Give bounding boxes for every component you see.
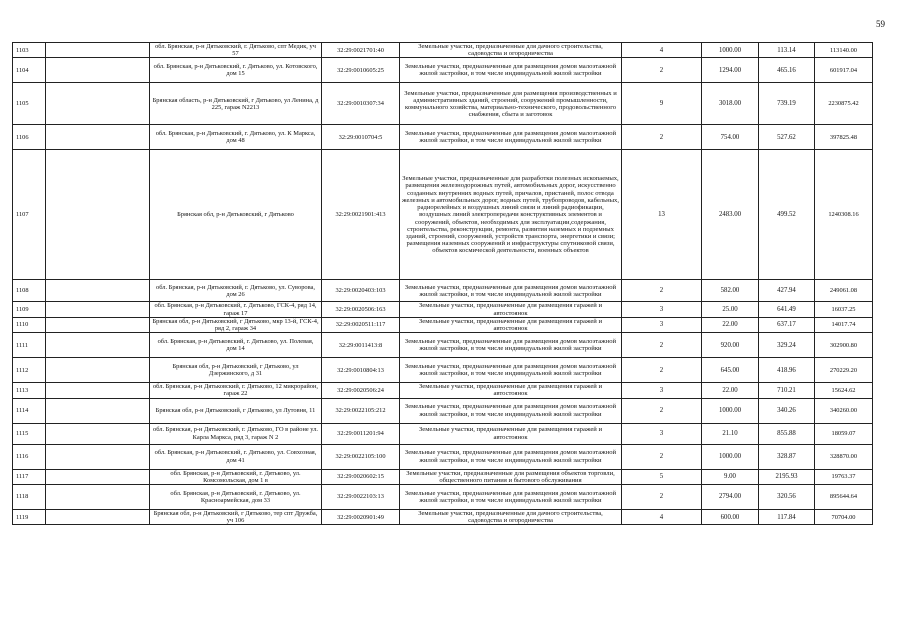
specific-value-cell: 739.19 [759,83,815,125]
cadastral-value-cell: 895644.64 [815,485,873,510]
group-cell: 3 [622,383,702,398]
group-cell: 2 [622,280,702,302]
group-cell: 3 [622,317,702,332]
group-cell: 2 [622,333,702,358]
specific-value-cell: 117.84 [759,510,815,525]
area-cell: 2794.00 [702,485,759,510]
table-row [13,423,873,444]
specific-value-cell: 328.87 [759,444,815,469]
area-cell: 2483.00 [702,150,759,280]
row-number: 1119 [13,510,46,525]
spacer-cell [46,358,150,383]
area-cell: 600.00 [702,510,759,525]
land-use-cell: Земельные участки, предназначенные для дачного строительства, садоводства и огородничества [400,43,622,58]
land-use-cell: Земельные участки, предназначенные для размещения домов малоэтажной жилой застройки, в том числе индивидуальной жилой застройки [400,444,622,469]
specific-value-cell: 418.96 [759,358,815,383]
group-cell: 3 [622,302,702,317]
land-use-cell: Земельные участки, предназначенные для размещения домов малоэтажной жилой застройки, в том числе индивидуальной жилой застройки [400,398,622,423]
table-row [13,125,873,150]
cadastral-value-cell: 113140.00 [815,43,873,58]
cadastral-value-cell: 18059.07 [815,423,873,444]
spacer-cell [46,58,150,83]
specific-value-cell: 465.16 [759,58,815,83]
cadastral-number-cell: 32:29:0022105:100 [322,444,400,469]
specific-value-cell: 499.52 [759,150,815,280]
land-use-cell: Земельные участки, предназначенные для размещения гаражей и автостоянок [400,423,622,444]
row-number: 1109 [13,302,46,317]
area-cell: 582.00 [702,280,759,302]
page-number: 59 [876,19,885,29]
address-cell: обл. Брянская, р-н Дятьковский, г. Дятьково, ул. Котовского, дом 15 [150,58,322,83]
spacer-cell [46,383,150,398]
address-cell: Брянская обл, р-н Дятьковский, г Дятьково [150,150,322,280]
land-use-cell: Земельные участки, предназначенные для разработки полезных ископаемых, размещения железнодорожных путей, автомобильных дорог, искусственно созданных внутренних водных путей, причалов, пристаней, полос отвода железных и автомобильных дорог, водных путей, трубопроводов, кабельных, радиорелейных и воздушных линий связи и линий радиофикации, воздушных линий электропередачи конструктивных элементов и сооружений, объектов, необходимых для эксплуатации,содержания, строительства, реконструкции, ремонта, развития наземных и подземных зданий, строений, сооружений, устройств транспорта, энергетики и связи; размещения наземных сооружений и инфраструктуры спутниковой связи, объектов космической деятельности, военных объектов [400,150,622,280]
specific-value-cell: 329.24 [759,333,815,358]
land-use-cell: Земельные участки, предназначенные для размещения объектов торговли, общественного питания и бытового обслуживания [400,469,622,484]
cadastral-value-cell: 2230875.42 [815,83,873,125]
cadastral-number-cell: 32:29:0020506:24 [322,383,400,398]
area-cell: 1000.00 [702,398,759,423]
spacer-cell [46,444,150,469]
address-cell: Брянская обл, р-н Дятьковский, г Дятьково, тер спт Дружба, уч 106 [150,510,322,525]
specific-value-cell: 710.21 [759,383,815,398]
address-cell: Брянская обл, р-н Дятьковский, г Дятьково, ул Дзержинского, д 31 [150,358,322,383]
spacer-cell [46,317,150,332]
row-number: 1117 [13,469,46,484]
specific-value-cell: 2195.93 [759,469,815,484]
table-row [13,58,873,83]
table-row [13,358,873,383]
cadastral-number-cell: 32:29:0020901:49 [322,510,400,525]
spacer-cell [46,469,150,484]
spacer-cell [46,125,150,150]
cadastral-number-cell: 32:29:0021701:40 [322,43,400,58]
area-cell: 22.00 [702,317,759,332]
land-use-cell: Земельные участки, предназначенные для размещения домов малоэтажной жилой застройки, в том числе индивидуальной жилой застройки [400,358,622,383]
specific-value-cell: 855.88 [759,423,815,444]
specific-value-cell: 340.26 [759,398,815,423]
land-use-cell: Земельные участки, предназначенные для размещения домов малоэтажной жилой застройки, в том числе индивидуальной жилой застройки [400,125,622,150]
spacer-cell [46,280,150,302]
spacer-cell [46,43,150,58]
row-number: 1108 [13,280,46,302]
area-cell: 25.00 [702,302,759,317]
cadastral-number-cell: 32:29:0020506:163 [322,302,400,317]
spacer-cell [46,302,150,317]
row-number: 1107 [13,150,46,280]
cadastral-value-cell: 19763.37 [815,469,873,484]
group-cell: 2 [622,125,702,150]
row-number: 1118 [13,485,46,510]
row-number: 1106 [13,125,46,150]
spacer-cell [46,83,150,125]
row-number: 1112 [13,358,46,383]
cadastral-value-cell: 302900.80 [815,333,873,358]
table-row [13,383,873,398]
address-cell: обл. Брянская, р-н Дятьковский, г. Дятьково, ул. Комсомольская, дом 1 в [150,469,322,484]
area-cell: 1000.00 [702,444,759,469]
land-use-cell: Земельные участки, предназначенные для размещения гаражей и автостоянок [400,383,622,398]
group-cell: 13 [622,150,702,280]
spacer-cell [46,423,150,444]
cadastral-value-cell: 1240308.16 [815,150,873,280]
group-cell: 4 [622,510,702,525]
cadastral-number-cell: 32:29:0021901:413 [322,150,400,280]
address-cell: обл. Брянская, р-н Дятьковский, г. Дятьково, спт Медик, уч 57 [150,43,322,58]
area-cell: 1294.00 [702,58,759,83]
spacer-cell [46,485,150,510]
address-cell: обл. Брянская, р-н Дятьковский, г. Дятьково, ул. Красноармейская, дом 33 [150,485,322,510]
specific-value-cell: 113.14 [759,43,815,58]
cadastral-number-cell: 32:29:0011201:94 [322,423,400,444]
cadastral-number-cell: 32:29:0011413:8 [322,333,400,358]
address-cell: Брянская обл, р-н Дятьковский, г Дятьково, мкр 13-й, ГСК-4, ряд 2, гараж 34 [150,317,322,332]
specific-value-cell: 320.56 [759,485,815,510]
specific-value-cell: 527.62 [759,125,815,150]
cadastral-number-cell: 32:29:0010804:13 [322,358,400,383]
area-cell: 22.00 [702,383,759,398]
area-cell: 9.00 [702,469,759,484]
specific-value-cell: 427.94 [759,280,815,302]
cadastral-number-cell: 32:29:0010704:5 [322,125,400,150]
address-cell: обл. Брянская, р-н Дятьковский, г. Дятьково, ул. К Маркса, дом 48 [150,125,322,150]
area-cell: 3018.00 [702,83,759,125]
table-row [13,333,873,358]
row-number: 1105 [13,83,46,125]
cadastral-value-cell: 270229.20 [815,358,873,383]
row-number: 1115 [13,423,46,444]
cadastral-number-cell: 32:29:0020602:15 [322,469,400,484]
cadastral-value-cell: 70704.00 [815,510,873,525]
specific-value-cell: 637.17 [759,317,815,332]
row-number: 1111 [13,333,46,358]
area-cell: 1000.00 [702,43,759,58]
address-cell: обл. Брянская, р-н Дятьковский, г. Дятьково, ГСК-4, ряд 14, гараж 17 [150,302,322,317]
spacer-cell [46,150,150,280]
table-row [13,150,873,280]
cadastral-number-cell: 32:29:0020511:117 [322,317,400,332]
land-use-cell: Земельные участки, предназначенные для размещения домов малоэтажной жилой застройки, в том числе индивидуальной жилой застройки [400,333,622,358]
land-use-cell: Земельные участки, предназначенные для дачного строительства, садоводства и огородничества [400,510,622,525]
group-cell: 2 [622,444,702,469]
cadastral-value-cell: 15624.62 [815,383,873,398]
table-row [13,444,873,469]
cadastral-number-cell: 32:29:0022103:13 [322,485,400,510]
cadastral-number-cell: 32:29:0022105:212 [322,398,400,423]
row-number: 1103 [13,43,46,58]
table-row [13,469,873,484]
row-number: 1113 [13,383,46,398]
cadastral-value-cell: 328870.00 [815,444,873,469]
address-cell: обл. Брянская, р-н Дятьковский, г. Дятьково, ул. Полевая, дом 14 [150,333,322,358]
land-use-cell: Земельные участки, предназначенные для размещения производственных и административных зданий, строений, сооружений промышленности, коммунального хозяйства, материально-технического, продовольственного снабжения, сбыта и заготовок [400,83,622,125]
specific-value-cell: 641.49 [759,302,815,317]
row-number: 1114 [13,398,46,423]
address-cell: Брянская обл, р-н Дятьковский, г Дятьково, ул Лутовня, 11 [150,398,322,423]
land-use-cell: Земельные участки, предназначенные для размещения гаражей и автостоянок [400,302,622,317]
group-cell: 2 [622,485,702,510]
table-row [13,83,873,125]
group-cell: 5 [622,469,702,484]
area-cell: 754.00 [702,125,759,150]
area-cell: 645.00 [702,358,759,383]
cadastral-value-cell: 340260.00 [815,398,873,423]
cadastral-number-cell: 32:29:0020403:103 [322,280,400,302]
land-use-cell: Земельные участки, предназначенные для размещения домов малоэтажной жилой застройки, в том числе индивидуальной жилой застройки [400,485,622,510]
table-row [13,317,873,332]
cadastral-value-cell: 397825.48 [815,125,873,150]
address-cell: обл. Брянская, р-н Дятьковский, г. Дятьково, 12 микрорайон, гараж 22 [150,383,322,398]
table-row [13,485,873,510]
land-use-cell: Земельные участки, предназначенные для размещения гаражей и автостоянок [400,317,622,332]
group-cell: 4 [622,43,702,58]
group-cell: 2 [622,398,702,423]
address-cell: обл. Брянская, р-н Дятьковский, г. Дятьково, ГО в районе ул. Карла Маркса, ряд 3, гараж N 2 [150,423,322,444]
group-cell: 3 [622,423,702,444]
address-cell: Брянская область, р-н Дятьковский, г Дятьково, ул Ленина, д 225, гараж N2213 [150,83,322,125]
spacer-cell [46,398,150,423]
cadastral-value-cell: 249061.08 [815,280,873,302]
table-row [13,398,873,423]
cadastral-value-table [12,42,873,525]
cadastral-value-cell: 16037.25 [815,302,873,317]
land-use-cell: Земельные участки, предназначенные для размещения домов малоэтажной жилой застройки, в том числе индивидуальной жилой застройки [400,58,622,83]
address-cell: обл. Брянская, р-н Дятьковский, г. Дятьково, ул. Суворова, дом 26 [150,280,322,302]
cadastral-value-cell: 601917.04 [815,58,873,83]
cadastral-number-cell: 32:29:0010307:34 [322,83,400,125]
table-row [13,43,873,58]
group-cell: 2 [622,358,702,383]
area-cell: 920.00 [702,333,759,358]
row-number: 1116 [13,444,46,469]
cadastral-value-cell: 14017.74 [815,317,873,332]
area-cell: 21.10 [702,423,759,444]
row-number: 1110 [13,317,46,332]
spacer-cell [46,510,150,525]
group-cell: 9 [622,83,702,125]
table-row [13,302,873,317]
address-cell: обл. Брянская, р-н Дятьковский, г. Дятьково, ул. Совхозная, дом 41 [150,444,322,469]
cadastral-number-cell: 32:29:0010605:25 [322,58,400,83]
group-cell: 2 [622,58,702,83]
table-row [13,280,873,302]
land-use-cell: Земельные участки, предназначенные для размещения домов малоэтажной жилой застройки, в том числе индивидуальной жилой застройки [400,280,622,302]
spacer-cell [46,333,150,358]
table-row [13,510,873,525]
row-number: 1104 [13,58,46,83]
